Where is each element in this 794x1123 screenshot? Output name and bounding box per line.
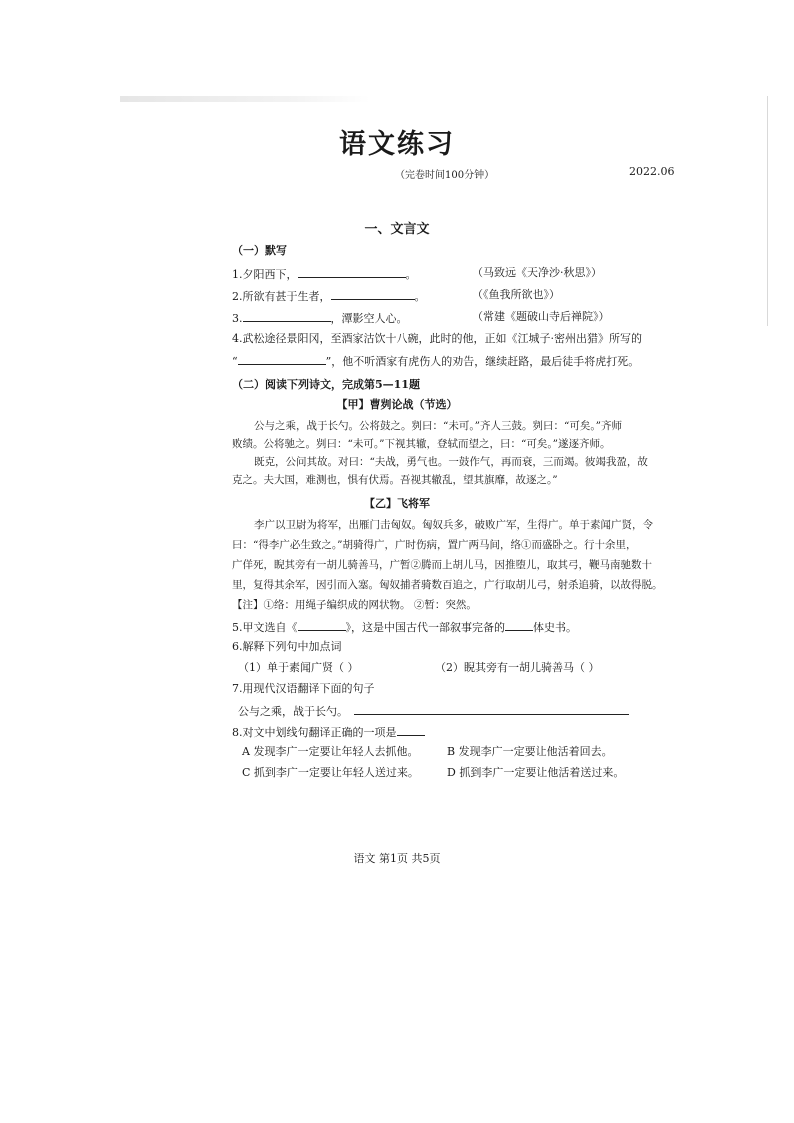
question-3-source: （常建《题破山寺后禅院》） bbox=[472, 310, 610, 323]
answer-blank[interactable] bbox=[397, 724, 425, 736]
question-2-end: 。 bbox=[414, 290, 426, 303]
option-c: C 抓到李广一定要让年轻人送过来。 bbox=[242, 766, 419, 779]
exam-duration: （完卷时间100分钟） bbox=[395, 170, 495, 181]
answer-blank[interactable] bbox=[298, 266, 406, 278]
question-3 bbox=[232, 310, 408, 326]
text-b-line: 李广以卫尉为将军，出雁门击匈奴。匈奴兵多，破败广军，生得广。单于素闻广贤，令 bbox=[254, 519, 653, 531]
question-2-source: （《鱼我所欲也》） bbox=[472, 288, 560, 301]
question-5-text: 5.甲文选自《 bbox=[232, 621, 298, 634]
question-2-text: 2.所欲有甚于生者， bbox=[232, 290, 331, 303]
answer-blank[interactable] bbox=[331, 288, 415, 300]
answer-blank[interactable] bbox=[505, 619, 533, 631]
text-a-line: 既克，公问其故。对曰：“夫战，勇气也。一鼓作气，再而衰，三而竭。彼竭我盈，故 bbox=[254, 456, 648, 468]
text-a-line: 克之。夫大国，难测也，惧有伏焉。吾视其辙乱，望其旗靡，故逐之。” bbox=[232, 474, 558, 486]
part2-heading: （二）阅读下列诗文，完成第5—11题 bbox=[232, 378, 420, 391]
question-8 bbox=[232, 724, 425, 740]
scan-smudge bbox=[120, 96, 370, 102]
question-2 bbox=[232, 288, 426, 304]
exam-date: 2022.06 bbox=[629, 165, 675, 178]
part1-heading: （一）默写 bbox=[232, 244, 287, 257]
option-b: B 发现李广一定要让他活着回去。 bbox=[447, 745, 613, 758]
question-3-text: ，潭影空人心。 bbox=[330, 312, 408, 325]
question-3-number: 3. bbox=[232, 312, 243, 325]
question-5-text-mid: 》，这是中国古代一部叙事完备的 bbox=[345, 621, 505, 634]
text-b-line: 曰：“得李广必生致之。”胡骑得广，广时伤病，置广两马间，络①而盛卧之。行十余里， bbox=[232, 539, 637, 551]
question-1-text: 1.夕阳西下， bbox=[232, 268, 298, 281]
text-b-note: 【注】①络：用绳子编织成的网状物。 ②暂：突然。 bbox=[232, 599, 477, 611]
question-8-text: 8.对文中划线句翻译正确的一项是 bbox=[232, 726, 397, 739]
section-title: 一、文言文 bbox=[364, 222, 430, 237]
question-1 bbox=[232, 266, 417, 282]
question-6-item-2: （2）睨其旁有一胡儿骑善马（ ） bbox=[435, 661, 600, 674]
text-a-line: 公与之乘，战于长勺。公将鼓之。刿曰：“未可。”齐人三鼓。刿曰：“可矣。”齐师 bbox=[254, 420, 622, 432]
text-b-line: 广佯死，睨其旁有一胡儿骑善马，广暂②腾而上胡儿马，因推堕儿，取其弓，鞭马南驰数十 bbox=[232, 559, 652, 571]
question-6-item-1: （1）单于素闻广贤（ ） bbox=[238, 661, 359, 674]
answer-blank[interactable] bbox=[298, 619, 346, 631]
text-b-line: 里，复得其余军，因引而入塞。匈奴捕者骑数百追之，广行取胡儿弓，射杀追骑，以故得脱。 bbox=[232, 579, 663, 591]
answer-blank[interactable] bbox=[238, 353, 326, 365]
page-title: 语文练习 bbox=[339, 129, 455, 160]
question-4-line2 bbox=[232, 353, 639, 369]
question-4-line1: 4.武松途径景阳冈，至酒家沽饮十八碗，此时的他，正如《江城子·密州出猎》所写的 bbox=[232, 332, 642, 345]
text-a-line: 败绩。公将驰之。刿曰：“未可。”下视其辙，登轼而望之，曰：“可矣。”遂逐齐师。 bbox=[232, 438, 611, 450]
option-a: A 发现李广一定要让年轻人去抓他。 bbox=[242, 745, 419, 758]
question-5 bbox=[232, 619, 577, 635]
question-1-end: 。 bbox=[405, 268, 417, 281]
question-4-text: ”，他不听酒家有虎伤人的劝告，继续赶路，最后徒手将虎打死。 bbox=[325, 355, 640, 368]
question-1-source: （马致远《天净沙·秋思》） bbox=[472, 266, 602, 279]
option-d: D 抓到李广一定要让他活着送过来。 bbox=[447, 766, 625, 779]
question-5-text-end: 体史书。 bbox=[533, 621, 577, 634]
answer-blank[interactable] bbox=[354, 703, 629, 715]
text-a-title: 【甲】曹刿论战（节选） bbox=[336, 398, 458, 411]
text-b-title: 【乙】飞将军 bbox=[364, 497, 430, 510]
answer-blank[interactable] bbox=[243, 310, 331, 322]
question-7-sentence: 公与之乘，战于长勺。 bbox=[238, 705, 348, 718]
question-7-sentence-row bbox=[238, 703, 629, 719]
question-6: 6.解释下列句中加点词 bbox=[232, 640, 342, 653]
page-footer: 语文 第1页 共5页 bbox=[353, 852, 441, 865]
question-7: 7.用现代汉语翻译下面的句子 bbox=[232, 682, 375, 695]
question-4-quote-open: “ bbox=[232, 355, 238, 368]
